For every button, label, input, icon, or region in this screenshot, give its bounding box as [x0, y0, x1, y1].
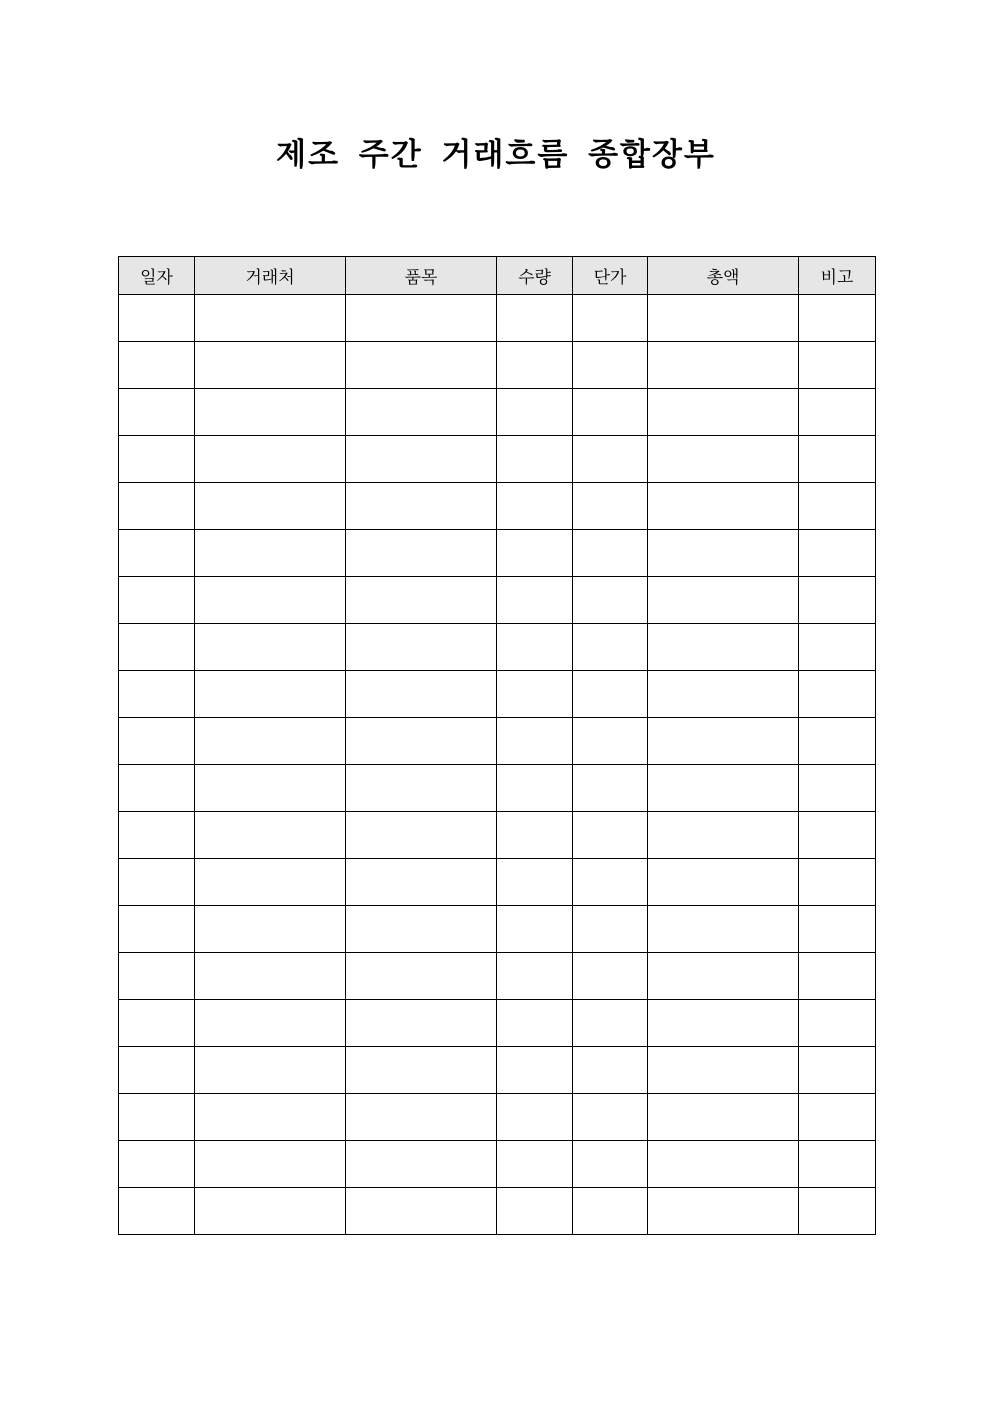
cell-client[interactable]	[195, 1094, 346, 1141]
cell-total[interactable]	[648, 1188, 799, 1235]
table-row	[119, 483, 876, 530]
cell-remarks[interactable]	[799, 859, 876, 906]
cell-quantity[interactable]	[497, 953, 573, 1000]
cell-unit-price[interactable]	[573, 1188, 648, 1235]
cell-quantity[interactable]	[497, 765, 573, 812]
cell-date[interactable]	[119, 1141, 195, 1188]
cell-item[interactable]	[346, 295, 497, 342]
cell-remarks[interactable]	[799, 295, 876, 342]
cell-item[interactable]	[346, 1000, 497, 1047]
cell-client[interactable]	[195, 718, 346, 765]
cell-quantity[interactable]	[497, 1047, 573, 1094]
cell-quantity[interactable]	[497, 812, 573, 859]
cell-item[interactable]	[346, 859, 497, 906]
cell-quantity[interactable]	[497, 342, 573, 389]
cell-remarks[interactable]	[799, 436, 876, 483]
cell-date[interactable]	[119, 624, 195, 671]
header-client: 거래처	[195, 257, 346, 295]
cell-remarks[interactable]	[799, 953, 876, 1000]
table-row	[119, 953, 876, 1000]
cell-remarks[interactable]	[799, 718, 876, 765]
cell-client[interactable]	[195, 342, 346, 389]
table-row	[119, 436, 876, 483]
cell-quantity[interactable]	[497, 671, 573, 718]
cell-unit-price[interactable]	[573, 1141, 648, 1188]
cell-date[interactable]	[119, 1047, 195, 1094]
cell-remarks[interactable]	[799, 1188, 876, 1235]
cell-remarks[interactable]	[799, 1047, 876, 1094]
header-item: 품목	[346, 257, 497, 295]
cell-total[interactable]	[648, 812, 799, 859]
cell-total[interactable]	[648, 1000, 799, 1047]
table-row	[119, 342, 876, 389]
header-unit-price: 단가	[573, 257, 648, 295]
cell-item[interactable]	[346, 671, 497, 718]
cell-unit-price[interactable]	[573, 530, 648, 577]
cell-date[interactable]	[119, 859, 195, 906]
table-row	[119, 671, 876, 718]
table-row	[119, 812, 876, 859]
cell-unit-price[interactable]	[573, 1047, 648, 1094]
cell-date[interactable]	[119, 483, 195, 530]
cell-client[interactable]	[195, 483, 346, 530]
cell-remarks[interactable]	[799, 342, 876, 389]
table-row	[119, 1094, 876, 1141]
cell-remarks[interactable]	[799, 1141, 876, 1188]
cell-remarks[interactable]	[799, 812, 876, 859]
table-row	[119, 1047, 876, 1094]
cell-date[interactable]	[119, 436, 195, 483]
cell-total[interactable]	[648, 671, 799, 718]
cell-client[interactable]	[195, 953, 346, 1000]
cell-quantity[interactable]	[497, 1141, 573, 1188]
cell-total[interactable]	[648, 859, 799, 906]
cell-item[interactable]	[346, 483, 497, 530]
cell-quantity[interactable]	[497, 859, 573, 906]
cell-quantity[interactable]	[497, 389, 573, 436]
cell-unit-price[interactable]	[573, 436, 648, 483]
cell-date[interactable]	[119, 1094, 195, 1141]
cell-client[interactable]	[195, 530, 346, 577]
cell-quantity[interactable]	[497, 530, 573, 577]
cell-total[interactable]	[648, 342, 799, 389]
cell-client[interactable]	[195, 1188, 346, 1235]
cell-item[interactable]	[346, 906, 497, 953]
cell-remarks[interactable]	[799, 765, 876, 812]
cell-item[interactable]	[346, 812, 497, 859]
table-row	[119, 1188, 876, 1235]
cell-item[interactable]	[346, 530, 497, 577]
cell-unit-price[interactable]	[573, 1094, 648, 1141]
table-row	[119, 624, 876, 671]
cell-total[interactable]	[648, 389, 799, 436]
cell-date[interactable]	[119, 577, 195, 624]
cell-total[interactable]	[648, 577, 799, 624]
header-total: 총액	[648, 257, 799, 295]
cell-item[interactable]	[346, 436, 497, 483]
cell-total[interactable]	[648, 624, 799, 671]
cell-date[interactable]	[119, 342, 195, 389]
cell-total[interactable]	[648, 906, 799, 953]
cell-quantity[interactable]	[497, 436, 573, 483]
cell-unit-price[interactable]	[573, 906, 648, 953]
cell-date[interactable]	[119, 389, 195, 436]
cell-unit-price[interactable]	[573, 389, 648, 436]
table-row	[119, 295, 876, 342]
cell-quantity[interactable]	[497, 577, 573, 624]
cell-total[interactable]	[648, 1094, 799, 1141]
ledger-body	[119, 295, 876, 1235]
cell-date[interactable]	[119, 295, 195, 342]
cell-remarks[interactable]	[799, 530, 876, 577]
cell-client[interactable]	[195, 812, 346, 859]
cell-client[interactable]	[195, 671, 346, 718]
cell-quantity[interactable]	[497, 718, 573, 765]
cell-item[interactable]	[346, 342, 497, 389]
cell-item[interactable]	[346, 1094, 497, 1141]
cell-total[interactable]	[648, 718, 799, 765]
cell-unit-price[interactable]	[573, 295, 648, 342]
cell-total[interactable]	[648, 436, 799, 483]
cell-total[interactable]	[648, 483, 799, 530]
cell-item[interactable]	[346, 577, 497, 624]
cell-date[interactable]	[119, 953, 195, 1000]
table-row	[119, 389, 876, 436]
cell-client[interactable]	[195, 765, 346, 812]
cell-total[interactable]	[648, 765, 799, 812]
ledger-table	[118, 256, 876, 1235]
cell-client[interactable]	[195, 436, 346, 483]
cell-client[interactable]	[195, 389, 346, 436]
cell-date[interactable]	[119, 530, 195, 577]
header-remarks: 비고	[799, 257, 876, 295]
cell-remarks[interactable]	[799, 906, 876, 953]
cell-total[interactable]	[648, 530, 799, 577]
cell-total[interactable]	[648, 295, 799, 342]
cell-total[interactable]	[648, 1141, 799, 1188]
cell-date[interactable]	[119, 812, 195, 859]
cell-client[interactable]	[195, 577, 346, 624]
table-row	[119, 577, 876, 624]
cell-quantity[interactable]	[497, 1000, 573, 1047]
cell-item[interactable]	[346, 1188, 497, 1235]
cell-quantity[interactable]	[497, 483, 573, 530]
cell-unit-price[interactable]	[573, 718, 648, 765]
cell-remarks[interactable]	[799, 624, 876, 671]
table-row	[119, 718, 876, 765]
cell-date[interactable]	[119, 1000, 195, 1047]
cell-client[interactable]	[195, 859, 346, 906]
cell-unit-price[interactable]	[573, 812, 648, 859]
cell-remarks[interactable]	[799, 1000, 876, 1047]
cell-date[interactable]	[119, 718, 195, 765]
cell-remarks[interactable]	[799, 671, 876, 718]
cell-date[interactable]	[119, 765, 195, 812]
cell-date[interactable]	[119, 1188, 195, 1235]
header-row	[119, 257, 876, 295]
cell-item[interactable]	[346, 765, 497, 812]
cell-item[interactable]	[346, 1141, 497, 1188]
cell-unit-price[interactable]	[573, 859, 648, 906]
cell-client[interactable]	[195, 1000, 346, 1047]
cell-client[interactable]	[195, 1141, 346, 1188]
table-row	[119, 859, 876, 906]
cell-unit-price[interactable]	[573, 765, 648, 812]
cell-client[interactable]	[195, 295, 346, 342]
cell-client[interactable]	[195, 1047, 346, 1094]
page-title: 제조 주간 거래흐름 종합장부	[276, 137, 716, 173]
table-row	[119, 1000, 876, 1047]
cell-client[interactable]	[195, 624, 346, 671]
cell-unit-price[interactable]	[573, 1000, 648, 1047]
header-date: 일자	[119, 257, 195, 295]
cell-unit-price[interactable]	[573, 953, 648, 1000]
table-row	[119, 1141, 876, 1188]
cell-remarks[interactable]	[799, 1094, 876, 1141]
cell-unit-price[interactable]	[573, 483, 648, 530]
cell-quantity[interactable]	[497, 295, 573, 342]
cell-item[interactable]	[346, 389, 497, 436]
cell-item[interactable]	[346, 953, 497, 1000]
cell-total[interactable]	[648, 953, 799, 1000]
cell-quantity[interactable]	[497, 624, 573, 671]
cell-remarks[interactable]	[799, 483, 876, 530]
cell-item[interactable]	[346, 718, 497, 765]
table-row	[119, 906, 876, 953]
header-quantity: 수량	[497, 257, 573, 295]
table-row	[119, 530, 876, 577]
cell-total[interactable]	[648, 1047, 799, 1094]
cell-remarks[interactable]	[799, 577, 876, 624]
cell-client[interactable]	[195, 906, 346, 953]
cell-item[interactable]	[346, 1047, 497, 1094]
cell-unit-price[interactable]	[573, 671, 648, 718]
cell-quantity[interactable]	[497, 1094, 573, 1141]
cell-date[interactable]	[119, 671, 195, 718]
cell-quantity[interactable]	[497, 906, 573, 953]
table-row	[119, 765, 876, 812]
cell-unit-price[interactable]	[573, 342, 648, 389]
cell-item[interactable]	[346, 624, 497, 671]
cell-date[interactable]	[119, 906, 195, 953]
cell-unit-price[interactable]	[573, 577, 648, 624]
cell-remarks[interactable]	[799, 389, 876, 436]
cell-unit-price[interactable]	[573, 624, 648, 671]
cell-quantity[interactable]	[497, 1188, 573, 1235]
